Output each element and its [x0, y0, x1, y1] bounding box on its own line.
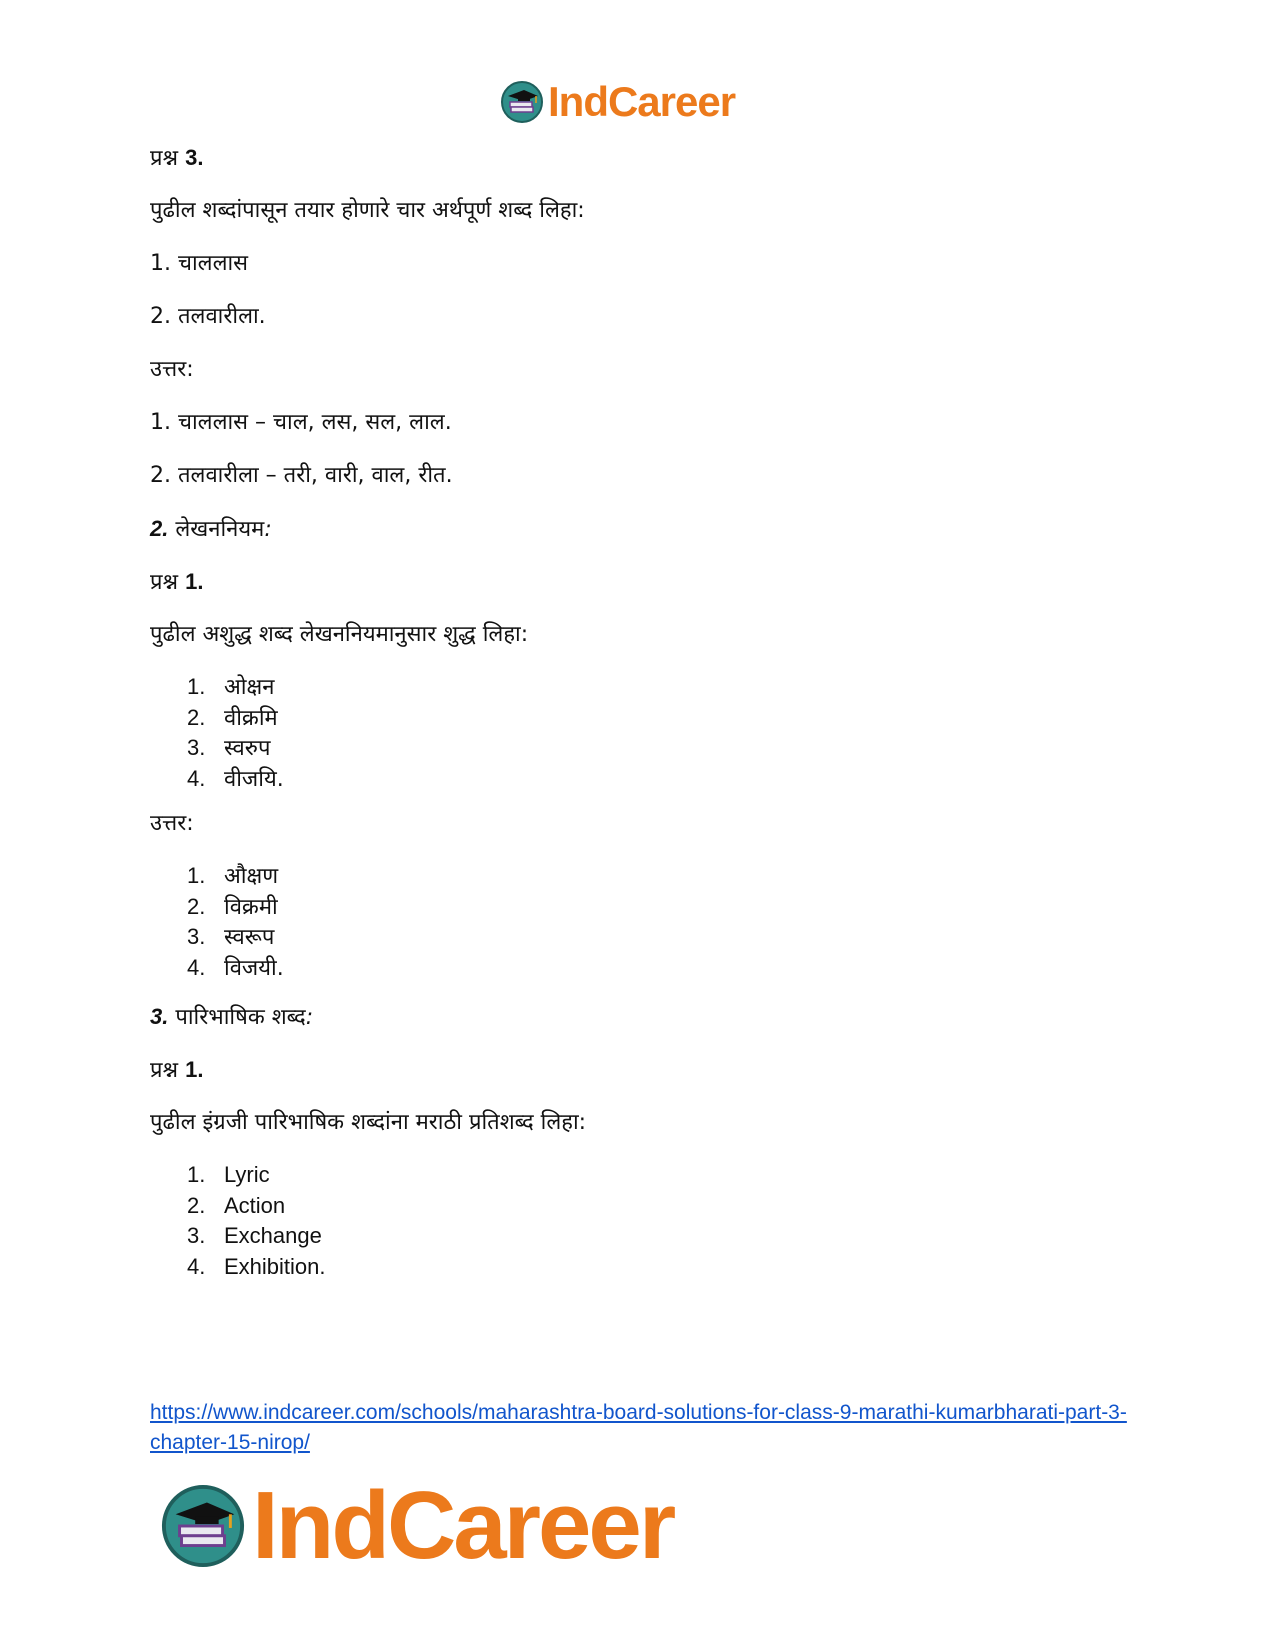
logo-text: IndCareer: [252, 1472, 674, 1579]
graduation-cap-books-icon: [160, 1483, 246, 1569]
section-heading: [150, 1004, 313, 1031]
logo-text: IndCareer: [548, 78, 736, 125]
list-item: 3. Exchange: [187, 1223, 322, 1248]
list-item: 4. Exhibition.: [187, 1253, 326, 1279]
section-colon: :: [264, 517, 272, 542]
list-item: 3. स्वरुप: [187, 735, 271, 761]
question-text: पुढील अशुद्ध शब्द लेखननियमानुसार शुद्ध लिहा:: [150, 622, 529, 647]
answer-label: उत्तर:: [150, 811, 194, 836]
list-item: 2. वीक्रमि: [187, 704, 278, 731]
list-item: 4. वीजयि.: [187, 765, 284, 792]
question-word: प्रश्न: [150, 146, 179, 171]
question-number: 1.: [185, 569, 204, 594]
section-number: 3.: [150, 1004, 169, 1029]
question-text: पुढील इंग्रजी पारिभाषिक शब्दांना मराठी प्रतिशब्द लिहा:: [150, 1110, 587, 1135]
question-text: पुढील शब्दांपासून तयार होणारे चार अर्थपूर्ण शब्द लिहा:: [150, 198, 585, 223]
question-item: 1. चाललास: [150, 251, 249, 276]
question-word: प्रश्न: [150, 1058, 179, 1083]
list-item: 1. औक्षण: [187, 863, 279, 889]
question-number: 3.: [185, 145, 204, 170]
answer-item: 1. चाललास – चाल, लस, सल, लाल.: [150, 410, 452, 435]
section-number: 2.: [150, 516, 169, 541]
answer-label: उत्तर:: [150, 357, 194, 382]
question-item: 2. तलवारीला.: [150, 304, 266, 329]
graduation-cap-books-icon: [500, 80, 544, 124]
list-item: 2. विक्रमी: [187, 893, 278, 920]
question-number: 1.: [185, 1057, 204, 1082]
question-label: [150, 145, 203, 172]
footer-logo: [160, 1472, 674, 1579]
header-logo: [500, 80, 735, 124]
correct-words-list: [187, 861, 284, 983]
english-terms-list: [187, 1160, 326, 1282]
answer-item: 2. तलवारीला – तरी, वारी, वाल, रीत.: [150, 463, 453, 488]
question-word: प्रश्न: [150, 570, 179, 595]
source-link[interactable]: https://www.indcareer.com/schools/maharashtra-board-solutions-for-class-9-marathi-kumarbharati-part-3-chapter-15-nirop/: [150, 1401, 1127, 1454]
section-title: लेखननियम: [175, 517, 265, 542]
section-colon: :: [305, 1005, 314, 1030]
section-title: पारिभाषिक शब्द: [175, 1005, 306, 1030]
incorrect-words-list: [187, 672, 284, 794]
list-item: 2. Action: [187, 1192, 286, 1218]
list-item: 4. विजयी.: [187, 954, 284, 981]
question-label: [150, 1057, 203, 1084]
list-item: 1. Lyric: [187, 1162, 270, 1187]
question-label: [150, 569, 203, 596]
list-item: 1. ओक्षन: [187, 674, 275, 700]
list-item: 3. स्वरूप: [187, 924, 275, 950]
section-heading: [150, 516, 272, 543]
